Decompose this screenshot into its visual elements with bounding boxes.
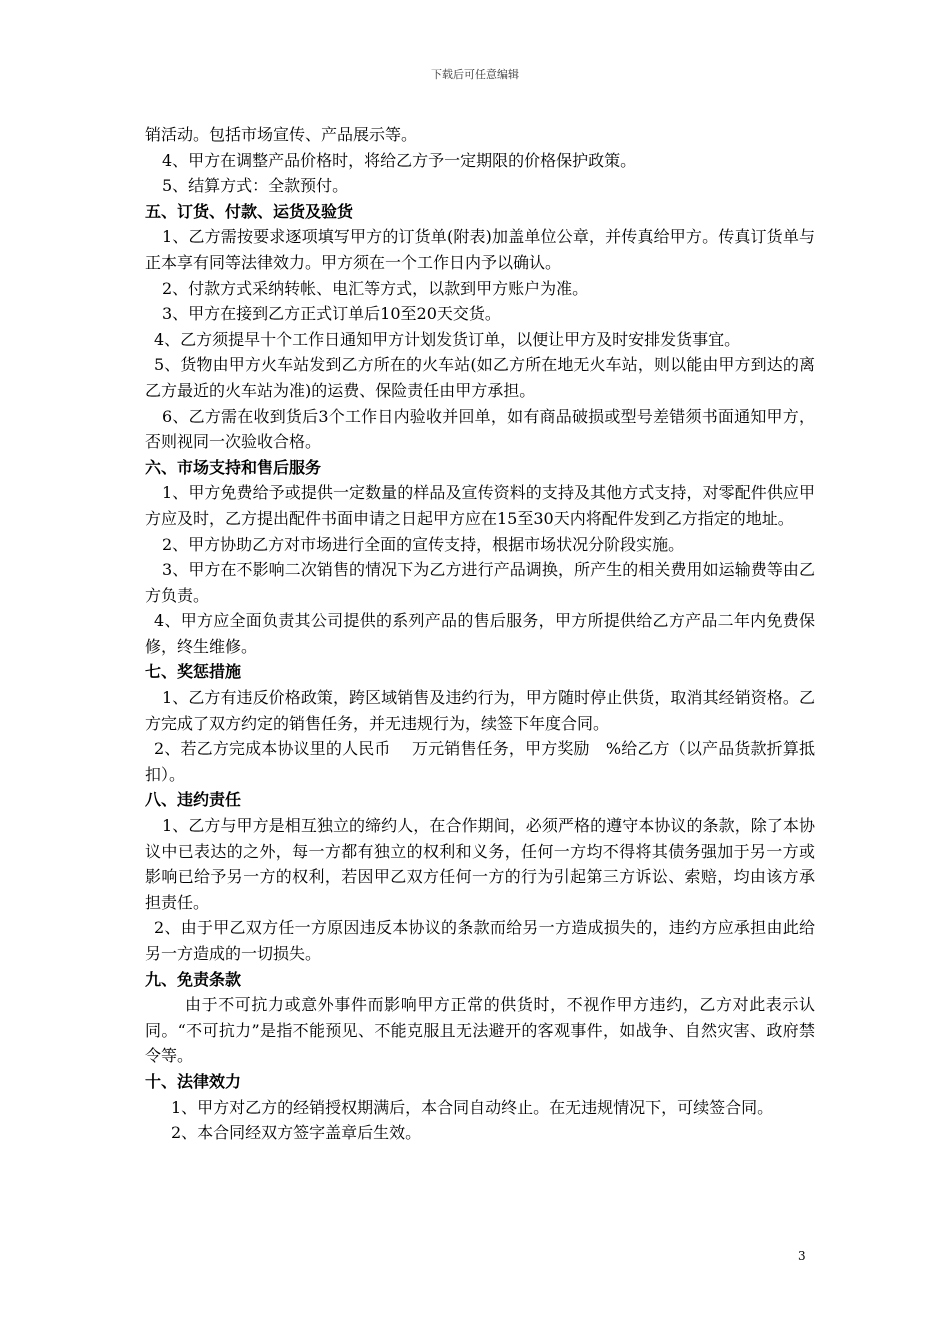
paragraph: 1、乙方与甲方是相互独立的缔约人，在合作期间，必须严格的遵守本协议的条款，除了本协议中已表达的之外，每一方都有独立的权利和义务，任何一方均不得将其债务强加于另一方或影响已给予另一方的权利，若因甲乙双方任何一方的行为引起第三方诉讼、索赔，均由该方承担责任。 [145, 816, 815, 912]
paragraph: 5、货物由甲方火车站发到乙方所在的火车站(如乙方所在地无火车站，则以能由甲方到达的离乙方最近的火车站为准)的运费、保险责任由甲方承担。 [145, 355, 815, 400]
paragraph: 3、甲方在不影响二次销售的情况下为乙方进行产品调换，所产生的相关费用如运输费等由乙方负责。 [145, 560, 815, 605]
section-heading: 六、市场支持和售后服务 [145, 457, 322, 477]
paragraph: 1、乙方有违反价格政策，跨区域销售及违约行为，甲方随时停止供货，取消其经销资格。乙方完成了双方约定的销售任务，并无违规行为，续签下年度合同。 [145, 688, 815, 733]
section-heading: 七、奖惩措施 [145, 662, 242, 682]
paragraph: 1、乙方需按要求逐项填写甲方的订货单(附表)加盖单位公章，并传真给甲方。传真订货单与正本享有同等法律效力。甲方须在一个工作日内予以确认。 [145, 227, 815, 272]
paragraph: 4、乙方须提早十个工作日通知甲方计划发货订单，以便让甲方及时安排发货事宜。 [154, 329, 741, 349]
paragraph: 4、甲方应全面负责其公司提供的系列产品的售后服务，甲方所提供给乙方产品二年内免费保修，终生维修。 [145, 611, 815, 656]
paragraph: 4、甲方在调整产品价格时，将给乙方予一定期限的价格保护政策。 [162, 150, 637, 170]
section-heading: 九、免责条款 [145, 969, 242, 989]
page-header: 下载后可任意编辑 [431, 68, 519, 81]
section-heading: 八、违约责任 [145, 790, 242, 810]
paragraph: 6、乙方需在收到货后3个工作日内验收并回单，如有商品破损或型号差错须书面通知甲方，否则视同一次验收合格。 [145, 406, 815, 452]
paragraph: 2、甲方协助乙方对市场进行全面的宣传支持，根据市场状况分阶段实施。 [162, 534, 685, 554]
paragraph: 3、甲方在接到乙方正式订单后10至20天交货。 [162, 304, 501, 324]
document-body [145, 122, 815, 1146]
paragraph: 销活动。包括市场宣传、产品展示等。 [145, 125, 418, 144]
paragraph: 2、由于甲乙双方任一方原因违反本协议的条款而给另一方造成损失的，违约方应承担由此给另一方造成的一切损失。 [145, 918, 815, 963]
section-heading: 五、订货、付款、运货及验货 [145, 201, 354, 221]
paragraph: 1、甲方对乙方的经销授权期满后，本合同自动终止。在无违规情况下，可续签合同。 [171, 1097, 774, 1117]
paragraph: 2、付款方式采纳转帐、电汇等方式，以款到甲方账户为准。 [162, 278, 589, 298]
paragraph: 5、结算方式：全款预付。 [162, 176, 349, 196]
section-heading: 十、法律效力 [145, 1071, 242, 1091]
paragraph: 2、若乙方完成本协议里的人民币 万元销售任务，甲方奖励 %给乙方（以产品货款折算抵扣）。 [145, 739, 815, 784]
paragraph: 2、本合同经双方签字盖章后生效。 [171, 1123, 422, 1143]
paragraph: 由于不可抗力或意外事件而影响甲方正常的供货时，不视作甲方违约，乙方对此表示认同。“不可抗力”是指不能预见、不能克服且无法避开的客观事件，如战争、自然灾害、政府禁令等。 [145, 995, 815, 1066]
paragraph: 1、甲方免费给予或提供一定数量的样品及宣传资料的支持及其他方式支持，对零配件供应甲方应及时，乙方提出配件书面申请之日起甲方应在15至30天内将配件发到乙方指定的地址。 [145, 483, 815, 528]
page-number: 3 [798, 1249, 806, 1263]
